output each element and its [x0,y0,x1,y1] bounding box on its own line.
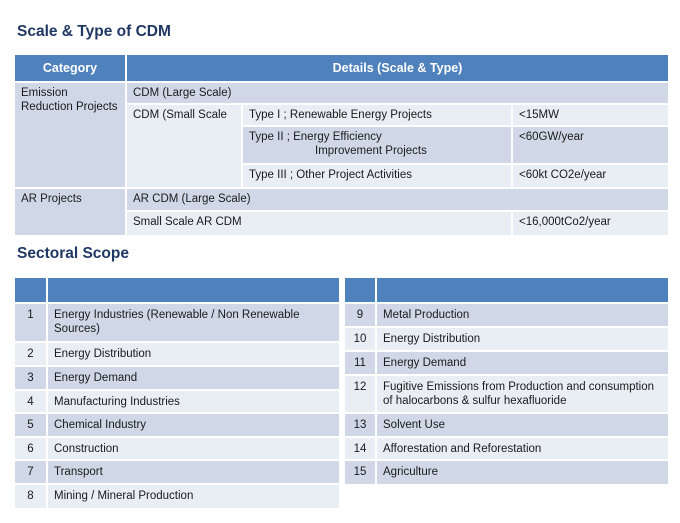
scope-name: Energy Demand [48,367,339,389]
scope-num: 8 [15,485,46,508]
cdm-large-scale: CDM (Large Scale) [127,83,668,103]
ar-small-limit: <16,000tCo2/year [513,212,668,235]
scope-num: 4 [15,391,46,412]
right-header-name [377,278,668,302]
type2-line2: Improvement Projects [315,145,427,157]
scope-num: 7 [15,461,46,483]
type2-limit: <60GW/year [513,127,668,163]
scope-name: Solvent Use [377,414,668,436]
scope-name: Metal Production [377,304,668,326]
scope-name: Manufacturing Industries [48,391,339,412]
type3-label: Type III ; Other Project Activities [243,165,511,187]
scope-num: 3 [15,367,46,389]
scope-num: 11 [345,352,375,374]
type2-label [243,127,511,163]
right-header-num [345,278,375,302]
sectoral-scope-table-right [345,278,668,484]
scale-type-title: Scale & Type of CDM [17,23,171,40]
scope-name: Chemical Industry [48,414,339,436]
scope-name: Fugitive Emissions from Production and consumption of halocarbons & sulfur hexafluoride [377,376,668,412]
ar-small-scale: Small Scale AR CDM [127,212,511,235]
scope-name: Mining / Mineral Production [48,485,339,508]
header-details: Details (Scale & Type) [127,55,668,81]
scope-name: Energy Distribution [48,343,339,365]
scope-name: Energy Demand [377,352,668,374]
scope-num: 6 [15,438,46,459]
scope-name: Afforestation and Reforestation [377,438,668,459]
sectoral-scope-table-left [15,278,339,508]
scope-name: Transport [48,461,339,483]
cdm-small-scale: CDM (Small Scale [127,105,241,187]
type1-limit: <15MW [513,105,668,125]
category-ar-projects: AR Projects [15,189,125,235]
scope-num: 2 [15,343,46,365]
scope-num: 1 [15,304,46,341]
category-emission-reduction: Emission Reduction Projects [15,83,125,187]
scope-num: 10 [345,328,375,350]
left-header-num [15,278,46,302]
scope-name: Agriculture [377,461,668,484]
scope-num: 14 [345,438,375,459]
header-category: Category [15,55,125,81]
cdm-table [15,55,668,235]
scope-num: 15 [345,461,375,484]
sectoral-scope-title: Sectoral Scope [17,245,129,262]
type2-line1: Type II ; Energy Efficiency [249,131,382,143]
type3-limit: <60kt CO2e/year [513,165,668,187]
scope-num: 9 [345,304,375,326]
ar-large-scale: AR CDM (Large Scale) [127,189,668,210]
left-header-name [48,278,339,302]
scope-num: 12 [345,376,375,412]
scope-num: 5 [15,414,46,436]
scope-name: Construction [48,438,339,459]
scope-name: Energy Industries (Renewable / Non Renewable Sources) [48,304,339,341]
scope-num: 13 [345,414,375,436]
scope-name: Energy Distribution [377,328,668,350]
type1-label: Type I ; Renewable Energy Projects [243,105,511,125]
